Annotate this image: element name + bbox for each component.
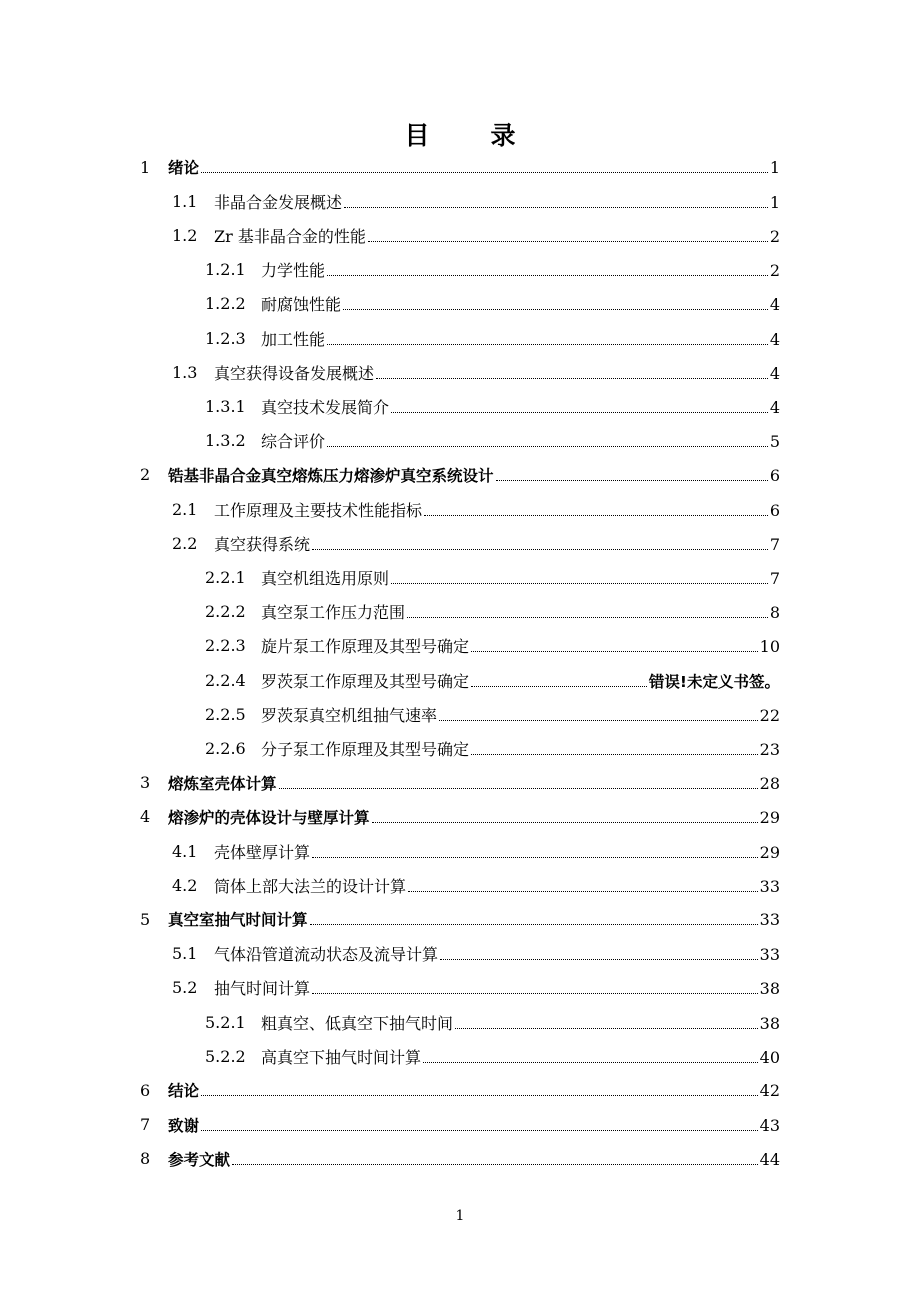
toc-dot-leader bbox=[471, 754, 758, 755]
toc-entry-label: 真空获得设备发展概述 bbox=[214, 363, 375, 383]
toc-entry-label: 真空机组选用原则 bbox=[261, 568, 390, 588]
toc-entry-number: 5.2.1 bbox=[205, 1012, 246, 1032]
toc-entry-number: 4.2 bbox=[172, 875, 198, 895]
toc-dot-leader bbox=[440, 959, 758, 960]
page-number-footer: 1 bbox=[455, 1208, 465, 1224]
toc-entry[interactable] bbox=[0, 1142, 920, 1176]
toc-entry-number: 2.1 bbox=[172, 499, 198, 519]
toc-entry[interactable] bbox=[0, 458, 920, 492]
toc-entry-label: 真空技术发展简介 bbox=[261, 397, 390, 417]
toc-entry-label: 壳体壁厚计算 bbox=[214, 842, 311, 862]
toc-dot-leader bbox=[310, 924, 758, 925]
toc-entry-page: 33 bbox=[759, 945, 780, 965]
toc-entry-page: 2 bbox=[769, 261, 780, 281]
toc-entry-label: 工作原理及主要技术性能指标 bbox=[214, 500, 423, 520]
toc-dot-leader bbox=[439, 720, 758, 721]
toc-entry[interactable] bbox=[0, 902, 920, 936]
toc-entry-label: 真空获得系统 bbox=[214, 534, 311, 554]
toc-dot-leader bbox=[372, 822, 758, 823]
toc-entry[interactable] bbox=[0, 218, 920, 252]
toc-entry-number: 1.2 bbox=[172, 225, 198, 245]
toc-dot-leader bbox=[201, 1130, 758, 1131]
toc-entry-label: 致谢 bbox=[168, 1116, 200, 1135]
toc-entry-number: 1.2.2 bbox=[205, 294, 246, 314]
toc-entry-number: 3 bbox=[140, 773, 151, 793]
toc-entry-label: 罗茨泵真空机组抽气速率 bbox=[261, 705, 438, 725]
toc-entry[interactable] bbox=[0, 1005, 920, 1039]
toc-entry-page: 6 bbox=[769, 500, 780, 520]
toc-entry-page: 38 bbox=[759, 1013, 780, 1033]
toc-entry-label: 粗真空、低真空下抽气时间 bbox=[261, 1013, 454, 1033]
toc-entry-label: 综合评价 bbox=[261, 432, 326, 452]
toc-entry[interactable] bbox=[0, 321, 920, 355]
toc-entry-number: 1.3 bbox=[172, 362, 198, 382]
toc-entry-page: 7 bbox=[769, 534, 780, 554]
toc-entry-label: 锆基非晶合金真空熔炼压力熔渗炉真空系统设计 bbox=[168, 466, 494, 485]
toc-dot-leader bbox=[327, 344, 768, 345]
toc-entry-number: 1.3.1 bbox=[205, 396, 246, 416]
toc-entry-label: 非晶合金发展概述 bbox=[214, 192, 343, 212]
toc-entry-page: 33 bbox=[759, 876, 780, 896]
toc-dot-leader bbox=[407, 617, 768, 618]
toc-entry-error-text: 错误!未定义书签。 bbox=[648, 672, 780, 691]
toc-dot-leader bbox=[408, 891, 758, 892]
toc-entry[interactable] bbox=[0, 287, 920, 321]
toc-entry-page: 44 bbox=[759, 1149, 780, 1169]
toc-entry-number: 2.2.5 bbox=[205, 704, 246, 724]
toc-dot-leader bbox=[201, 1095, 758, 1096]
toc-entry-number: 1.2.1 bbox=[205, 260, 246, 280]
toc-dot-leader bbox=[496, 480, 768, 481]
toc-entry[interactable] bbox=[0, 971, 920, 1005]
toc-entry[interactable] bbox=[0, 800, 920, 834]
toc-entry-page: 38 bbox=[759, 979, 780, 999]
toc-entry-number: 2 bbox=[140, 465, 151, 485]
toc-entry-page: 4 bbox=[769, 397, 780, 417]
toc-entry[interactable] bbox=[0, 150, 920, 184]
toc-dot-leader bbox=[423, 1062, 758, 1063]
toc-entry-label: 结论 bbox=[168, 1082, 200, 1101]
toc-dot-leader bbox=[312, 549, 768, 550]
toc-dot-leader bbox=[471, 686, 647, 687]
toc-dot-leader bbox=[327, 275, 768, 276]
toc-entry-page: 29 bbox=[759, 807, 780, 827]
toc-dot-leader bbox=[471, 651, 758, 652]
toc-entry-number: 1.3.2 bbox=[205, 431, 246, 451]
toc-entry-number: 2.2.1 bbox=[205, 567, 246, 587]
toc-entry[interactable] bbox=[0, 766, 920, 800]
toc-entry-page: 7 bbox=[769, 568, 780, 588]
toc-entry[interactable] bbox=[0, 355, 920, 389]
toc-entry-label: 罗茨泵工作原理及其型号确定 bbox=[261, 671, 470, 691]
toc-entry-number: 1.1 bbox=[172, 191, 198, 211]
toc-dot-leader bbox=[344, 207, 768, 208]
toc-entry[interactable] bbox=[0, 697, 920, 731]
toc-entry-number: 1.2.3 bbox=[205, 328, 246, 348]
toc-entry[interactable] bbox=[0, 868, 920, 902]
toc-entry[interactable] bbox=[0, 663, 920, 697]
toc-entry-number: 5 bbox=[140, 909, 151, 929]
toc-entry-page: 1 bbox=[769, 158, 780, 177]
toc-entry-number: 7 bbox=[140, 1115, 151, 1135]
toc-entry-page: 28 bbox=[759, 773, 780, 793]
toc-dot-leader bbox=[312, 857, 758, 858]
toc-entry-page: 40 bbox=[759, 1047, 780, 1067]
toc-dot-leader bbox=[455, 1028, 758, 1029]
toc-dot-leader bbox=[279, 788, 758, 789]
toc-dot-leader bbox=[343, 309, 768, 310]
toc-entry-label: 加工性能 bbox=[261, 329, 326, 349]
toc-entry-label: 真空泵工作压力范围 bbox=[261, 603, 406, 623]
toc-entry-number: 1 bbox=[140, 157, 151, 177]
toc-entry-number: 2.2.4 bbox=[205, 670, 246, 690]
toc-entry-page: 4 bbox=[769, 363, 780, 383]
toc-entry-page: 42 bbox=[759, 1081, 780, 1101]
toc-dot-leader bbox=[327, 446, 768, 447]
toc-entry[interactable] bbox=[0, 595, 920, 629]
toc-entry-page: 8 bbox=[769, 603, 780, 623]
toc-entry-page: 43 bbox=[759, 1115, 780, 1135]
toc-dot-leader bbox=[391, 583, 768, 584]
toc-dot-leader bbox=[391, 412, 768, 413]
toc-entry-number: 2.2 bbox=[172, 533, 198, 553]
toc-dot-leader bbox=[376, 378, 768, 379]
toc-entry-number: 5.2.2 bbox=[205, 1046, 246, 1066]
toc-entry-label: 参考文献 bbox=[168, 1150, 231, 1169]
toc-entry-label: 抽气时间计算 bbox=[214, 979, 311, 999]
toc-entry[interactable] bbox=[0, 937, 920, 971]
toc-entry-page: 22 bbox=[759, 705, 780, 725]
toc-entry[interactable] bbox=[0, 1108, 920, 1142]
toc-entry-label: 高真空下抽气时间计算 bbox=[261, 1047, 422, 1067]
toc-entry-label: 旋片泵工作原理及其型号确定 bbox=[261, 637, 470, 657]
toc-dot-leader bbox=[312, 993, 758, 994]
toc-dot-leader bbox=[201, 172, 768, 173]
toc-entry[interactable] bbox=[0, 834, 920, 868]
toc-entry-label: 力学性能 bbox=[261, 261, 326, 281]
toc-entry-page: 6 bbox=[769, 465, 780, 485]
toc-entry[interactable] bbox=[0, 629, 920, 663]
toc-entry-number: 6 bbox=[140, 1080, 151, 1100]
toc-title: 目 录 bbox=[404, 121, 534, 150]
toc-entry[interactable] bbox=[0, 1039, 920, 1073]
toc-entry-label: 气体沿管道流动状态及流导计算 bbox=[214, 945, 439, 965]
toc-entry-page: 29 bbox=[759, 842, 780, 862]
toc-entry-label: Zr 基非晶合金的性能 bbox=[214, 226, 366, 246]
toc-entry[interactable] bbox=[0, 184, 920, 218]
toc-entry-number: 2.2.6 bbox=[205, 738, 246, 758]
toc-entry-label: 分子泵工作原理及其型号确定 bbox=[261, 739, 470, 759]
toc-entry-label: 真空室抽气时间计算 bbox=[168, 911, 308, 930]
toc-entry-label: 熔炼室壳体计算 bbox=[168, 774, 277, 793]
toc-entry-number: 2.2.3 bbox=[205, 636, 246, 656]
toc-entry-label: 耐腐蚀性能 bbox=[261, 295, 342, 315]
toc-entry-label: 绪论 bbox=[168, 159, 200, 177]
toc-entry[interactable] bbox=[0, 424, 920, 458]
toc-entry[interactable] bbox=[0, 560, 920, 594]
toc-entry-number: 2.2.2 bbox=[205, 602, 246, 622]
toc-entry[interactable] bbox=[0, 389, 920, 423]
toc-entry[interactable] bbox=[0, 731, 920, 765]
toc-entry[interactable] bbox=[0, 1073, 920, 1107]
toc-dot-leader bbox=[424, 515, 768, 516]
toc-dot-leader bbox=[232, 1164, 758, 1165]
toc-entry-page: 5 bbox=[769, 432, 780, 452]
toc-entry-label: 熔渗炉的壳体设计与壁厚计算 bbox=[168, 808, 370, 827]
toc-entry-page: 4 bbox=[769, 329, 780, 349]
toc-entry-page: 10 bbox=[759, 637, 780, 657]
toc-entry-number: 5.2 bbox=[172, 978, 198, 998]
toc-dot-leader bbox=[368, 241, 768, 242]
toc-entry[interactable] bbox=[0, 253, 920, 287]
toc-entry-number: 4 bbox=[140, 807, 151, 827]
toc-entry-page: 1 bbox=[769, 192, 780, 212]
toc-entry-number: 8 bbox=[140, 1149, 151, 1169]
toc-entry-number: 5.1 bbox=[172, 944, 198, 964]
toc-entry-page: 4 bbox=[769, 295, 780, 315]
toc-entry-page: 23 bbox=[759, 739, 780, 759]
toc-entry[interactable] bbox=[0, 526, 920, 560]
toc-entry[interactable] bbox=[0, 492, 920, 526]
toc-entry-label: 筒体上部大法兰的设计计算 bbox=[214, 876, 407, 896]
toc-entry-page: 2 bbox=[769, 226, 780, 246]
toc-entry-page: 33 bbox=[759, 910, 780, 930]
toc-entry-number: 4.1 bbox=[172, 841, 198, 861]
